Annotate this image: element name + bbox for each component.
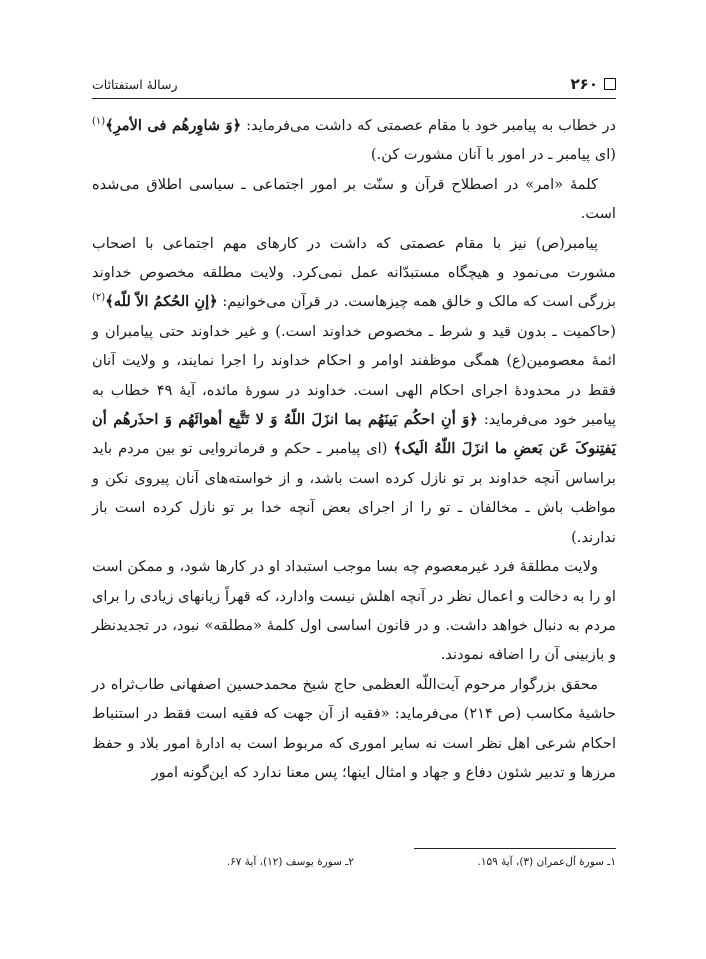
paragraph-text: محقق بزرگوار مرحوم آیت‌اللّه العظمی حاج شیخ محمدحسین اصفهانی طاب‌ثراه در حاشیهٔ مکاسب (ص ۲۱۴) می‌فرماید: «فقیه از آن جهت که فقیه است فقط در استنباط احکام شرعی اهل نظر است نه سایر اموری که مربوط است به ادارهٔ امور بلاد و حفظ مرزها و تدبیر شئون دفاع و جهاد و امثال اینها؛ پس معنا ندارد که این‌گونه امور (92, 675, 616, 781)
footnote-divider (414, 848, 616, 849)
footnotes (92, 856, 616, 868)
paragraph-text: در خطاب به پیامبر خود با مقام عصمتی که داشت می‌فرماید: (241, 117, 616, 134)
paragraph (92, 229, 616, 552)
footnote-2: ۲ـ سورهٔ یوسف (۱۲)، آیهٔ ۶۷. (226, 856, 354, 868)
page-number: ۲۶۰ (570, 75, 598, 93)
page-number-block (571, 75, 616, 93)
quran-quote: ﴿إنِ الحُکمُ الاّ للّه﴾ (105, 293, 218, 311)
quran-quote: ﴿وَ أنِ احکُم بَینَهُم بما انزَلَ اللّهُ وَ لا تَتَّبِع أهوائَهُم وَ احذَرهُم أن یَفتِنوکَ عَن بَعضِ ما انزَلَ اللّهُ الَیک﴾ (92, 411, 616, 458)
paragraph (92, 670, 616, 788)
paragraph-text: پیامبر(ص) نیز با مقام عصمتی که داشت در کارهای مهم اجتماعی با اصحاب مشورت می‌نمود و هیچگاه مستبدّانه عمل نمی‌کرد. ولایت مطلقه مخصوص خداوند بزرگی است که مالک و خالق همه چیزهاست. در قرآن می‌خوانیم: (92, 234, 616, 311)
paragraph-text: (ای پیامبر ـ حکم و فرمانروایی تو بین مردم باید براساس آنچه خداوند بر تو نازل کرده است باشد، و از خواسته‌های آنان پیروی نکن و مواظب باش ـ مخالفان ـ تو را از اجرای بعض آنچه خدا بر تو نازل کرده است باز ندارند.) (92, 440, 616, 546)
paragraph (92, 170, 616, 229)
footnote-1: ۱ـ سورهٔ آل‌عمران (۳)، آیهٔ ۱۵۹. (477, 856, 616, 868)
paragraph-text: ولایت مطلقهٔ فرد غیرمعصوم چه بسا موجب استبداد او در کارها شود، و ممکن است او را به دخالت و اعمال نظر در آنچه اهلش نیست وادارد، که قهراً زیانهای زیادی را برای مردم به دنبال خواهد داشت. و در قانون اساسی اول کلمهٔ «مطلقه» نبود، در تجدیدنظر و بازبینی آن را اضافه نمودند. (92, 558, 616, 664)
running-title: رسالهٔ استفتائات (92, 76, 178, 92)
body-text (92, 111, 616, 787)
quran-quote: ﴿وَ شاوِرهُم فی الأمرِ﴾ (105, 117, 242, 134)
paragraph-text: (حاکمیت ـ بدون قید و شرط ـ مخصوص خداوند است.) و غیر خداوند حتی پیامبران و ائمهٔ معصومین(ع) همگی موظفند اوامر و احکام خداوند را اجرا نمایند، و ولایت آنان فقط در محدودهٔ اجرای احکام الهی است. خداوند در سورهٔ مائده، آیهٔ ۴۹ خطاب به پیامبر خود می‌فرماید: (92, 322, 616, 429)
page (92, 70, 616, 900)
paragraph (92, 111, 616, 170)
paragraph-text: (ای پیامبر ـ در امور با آنان مشورت کن.) (370, 146, 616, 164)
running-header (92, 70, 616, 99)
paragraph-text: کلمهٔ «امر» در اصطلاح قرآن و سنّت بر امور اجتماعی ـ سیاسی اطلاق می‌شده است. (92, 175, 616, 223)
footnote-ref: (۱) (92, 116, 106, 128)
paragraph (92, 552, 616, 670)
footnote-ref: (۲) (92, 292, 106, 304)
square-bullet-icon (604, 78, 616, 90)
